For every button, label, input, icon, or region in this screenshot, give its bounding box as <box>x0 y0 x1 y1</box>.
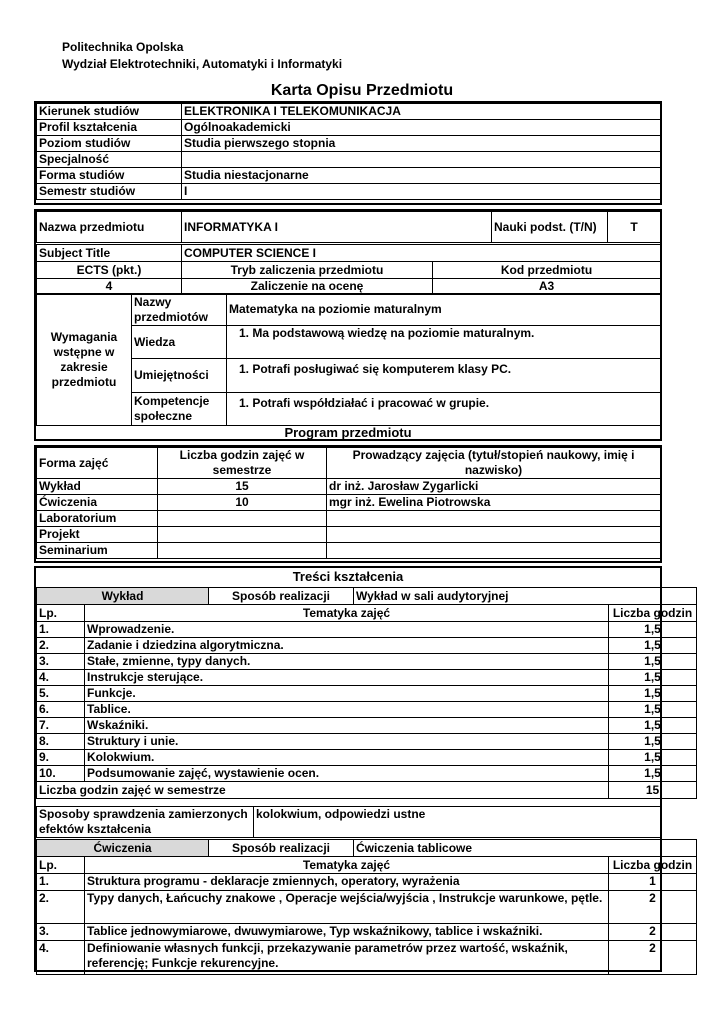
req-label-subjects: Nazwy przedmiotów <box>132 294 227 326</box>
study-row <box>37 120 661 136</box>
exercises-method-label: Sposób realizacji <box>209 840 354 857</box>
exercise-hours: 2 <box>609 941 697 975</box>
program-hours <box>158 527 327 543</box>
exercise-lp: 2. <box>37 891 85 924</box>
exercise-row <box>37 924 697 941</box>
req-label-skills: Umiejętności <box>132 359 227 393</box>
lecture-hours: 1,5 <box>609 766 697 782</box>
lecture-col-lp: Lp. <box>37 605 85 622</box>
study-row <box>37 168 661 184</box>
lecture-row <box>37 670 697 686</box>
lecture-row <box>37 638 697 654</box>
study-value: I <box>182 184 661 200</box>
lecture-hours: 1,5 <box>609 750 697 766</box>
req-value-subjects: Matematyka na poziomie maturalnym <box>227 294 661 326</box>
lecture-lp: 4. <box>37 670 85 686</box>
basic-sciences-label: Nauki podst. (T/N) <box>492 212 608 243</box>
exercise-lp: 1. <box>37 874 85 891</box>
lecture-total-label: Liczba godzin zajęć w semestrze <box>37 782 609 799</box>
requirements-label: Wymagania wstępne w zakresie przedmiotu <box>37 294 132 426</box>
exercise-lp: 3. <box>37 924 85 941</box>
lecture-hours: 1,5 <box>609 622 697 638</box>
lecture-row <box>37 654 697 670</box>
assessment-table <box>36 806 661 838</box>
lecture-hours: 1,5 <box>609 734 697 750</box>
program-col-teacher: Prowadzący zajęcia (tytuł/stopień naukowy, imię i nazwisko) <box>327 448 661 479</box>
exercise-row <box>37 874 697 891</box>
req-value-competences: 1. Potrafi współdziałać i pracować w grupie. <box>227 393 661 426</box>
lecture-topic: Kolokwium. <box>85 750 609 766</box>
lecture-total: 15 <box>609 782 697 799</box>
study-label: Poziom studiów <box>37 136 182 152</box>
lecture-topic: Funkcje. <box>85 686 609 702</box>
lecture-topic: Wprowadzenie. <box>85 622 609 638</box>
lecture-topic: Podsumowanie zajęć, wystawienie ocen. <box>85 766 609 782</box>
lecture-topic: Struktury i unie. <box>85 734 609 750</box>
subject-title-label: Subject Title <box>37 245 182 262</box>
study-value <box>182 152 661 168</box>
exercise-topic: Typy danych, Łańcuchy znakowe , Operacje wejścia/wyjścia , Instrukcje warunkowe, pętle. <box>85 891 609 924</box>
program-hours: 15 <box>158 479 327 495</box>
lecture-table <box>36 587 697 799</box>
exercise-row <box>37 941 697 975</box>
exercise-hours: 1 <box>609 874 697 891</box>
faculty-name: Wydział Elektrotechniki, Automatyki i Informatyki <box>62 57 343 71</box>
exercises-form: Ćwiczenia <box>37 840 209 857</box>
subject-name-label: Nazwa przedmiotu <box>37 212 182 243</box>
lecture-lp: 7. <box>37 718 85 734</box>
university-name: Politechnika Opolska <box>62 40 184 54</box>
req-value-skills: 1. Potrafi posługiwać się komputerem klasy PC. <box>227 359 661 393</box>
program-teacher <box>327 527 661 543</box>
exercise-topic: Struktura programu - deklaracje zmiennych, operatory, wyrażenia <box>85 874 609 891</box>
study-label: Forma studiów <box>37 168 182 184</box>
lecture-row <box>37 702 697 718</box>
req-label-knowledge: Wiedza <box>132 326 227 359</box>
lecture-row <box>37 622 697 638</box>
lecture-topic: Instrukcje sterujące. <box>85 670 609 686</box>
program-hours <box>158 511 327 527</box>
ects-label: ECTS (pkt.) <box>37 262 182 279</box>
study-row <box>37 184 661 200</box>
study-label: Specjalność <box>37 152 182 168</box>
lecture-method-label: Sposób realizacji <box>209 588 354 605</box>
program-hours <box>158 543 327 559</box>
exercise-hours: 2 <box>609 891 697 924</box>
exercises-col-lp: Lp. <box>37 857 85 874</box>
study-value: Studia pierwszego stopnia <box>182 136 661 152</box>
req-label-competences: Kompetencje społeczne <box>132 393 227 426</box>
study-row <box>37 104 661 120</box>
exercises-col-topic: Tematyka zajęć <box>85 857 609 874</box>
req-value-knowledge: 1. Ma podstawową wiedzę na poziomie maturalnym. <box>227 326 661 359</box>
lecture-topic: Wskaźniki. <box>85 718 609 734</box>
exercises-col-hours: Liczba godzin <box>609 857 697 874</box>
content-title: Treści kształcenia <box>292 569 404 584</box>
program-table <box>36 447 661 559</box>
exercises-table <box>36 839 697 975</box>
exercise-row <box>37 891 697 924</box>
lecture-hours: 1,5 <box>609 718 697 734</box>
lecture-row <box>37 766 697 782</box>
exercise-topic: Tablice jednowymiarowe, dwuwymiarowe, Typ wskaźnikowy, tablice i wskaźniki. <box>85 924 609 941</box>
program-teacher <box>327 511 661 527</box>
lecture-row <box>37 734 697 750</box>
requirements-table <box>36 293 661 426</box>
study-value: Studia niestacjonarne <box>182 168 661 184</box>
program-teacher <box>327 543 661 559</box>
mode-value: Zaliczenie na ocenę <box>182 279 433 295</box>
program-hours: 10 <box>158 495 327 511</box>
lecture-lp: 2. <box>37 638 85 654</box>
lecture-hours: 1,5 <box>609 686 697 702</box>
assessment-label: Sposoby sprawdzenia zamierzonych efektów kształcenia <box>37 807 254 838</box>
subject-name-value: INFORMATYKA I <box>182 212 492 243</box>
basic-sciences-value: T <box>608 212 661 243</box>
program-row <box>37 543 661 559</box>
lecture-topic: Tablice. <box>85 702 609 718</box>
ects-value: 4 <box>37 279 182 295</box>
lecture-row <box>37 750 697 766</box>
study-label: Semestr studiów <box>37 184 182 200</box>
assessment-value: kolokwium, odpowiedzi ustne <box>254 807 661 838</box>
subject-name-table <box>36 211 661 243</box>
subject-title-value: COMPUTER SCIENCE I <box>182 245 661 262</box>
lecture-col-hours: Liczba godzin <box>609 605 697 622</box>
study-table <box>36 103 661 200</box>
lecture-lp: 10. <box>37 766 85 782</box>
lecture-row <box>37 686 697 702</box>
lecture-lp: 3. <box>37 654 85 670</box>
lecture-col-topic: Tematyka zajęć <box>85 605 609 622</box>
program-form: Ćwiczenia <box>37 495 158 511</box>
program-col-hours: Liczba godzin zajęć w semestrze <box>158 448 327 479</box>
program-col-form: Forma zajęć <box>37 448 158 479</box>
lecture-hours: 1,5 <box>609 670 697 686</box>
program-form: Wykład <box>37 479 158 495</box>
exercises-method: Ćwiczenia tablicowe <box>354 840 697 857</box>
lecture-method: Wykład w sali audytoryjnej <box>354 588 697 605</box>
lecture-lp: 6. <box>37 702 85 718</box>
study-row <box>37 136 661 152</box>
study-value: Ogólnoakademicki <box>182 120 661 136</box>
exercise-hours: 2 <box>609 924 697 941</box>
program-title: Program przedmiotu <box>284 425 412 440</box>
lecture-hours: 1,5 <box>609 702 697 718</box>
lecture-lp: 5. <box>37 686 85 702</box>
program-teacher: dr inż. Jarosław Zygarlicki <box>327 479 661 495</box>
program-form: Laboratorium <box>37 511 158 527</box>
lecture-lp: 1. <box>37 622 85 638</box>
study-label: Kierunek studiów <box>37 104 182 120</box>
code-label: Kod przedmiotu <box>433 262 661 279</box>
lecture-form: Wykład <box>37 588 209 605</box>
page-title: Karta Opisu Przedmiotu <box>270 82 454 99</box>
code-value: A3 <box>433 279 661 295</box>
lecture-topic: Stałe, zmienne, typy danych. <box>85 654 609 670</box>
lecture-lp: 8. <box>37 734 85 750</box>
program-row <box>37 495 661 511</box>
lecture-row <box>37 718 697 734</box>
program-form: Seminarium <box>37 543 158 559</box>
program-row <box>37 511 661 527</box>
lecture-hours: 1,5 <box>609 654 697 670</box>
lecture-hours: 1,5 <box>609 638 697 654</box>
lecture-lp: 9. <box>37 750 85 766</box>
lecture-topic: Zadanie i dziedzina algorytmiczna. <box>85 638 609 654</box>
subject-title-table <box>36 244 661 295</box>
mode-label: Tryb zaliczenia przedmiotu <box>182 262 433 279</box>
study-label: Profil kształcenia <box>37 120 182 136</box>
exercise-topic: Definiowanie własnych funkcji, przekazywanie parametrów przez wartość, wskaźnik, referencję; Funkcje rekurencyjne. <box>85 941 609 975</box>
study-value: ELEKTRONIKA I TELEKOMUNIKACJA <box>182 104 661 120</box>
exercise-lp: 4. <box>37 941 85 975</box>
program-teacher: mgr inż. Ewelina Piotrowska <box>327 495 661 511</box>
study-row <box>37 152 661 168</box>
program-form: Projekt <box>37 527 158 543</box>
program-row <box>37 527 661 543</box>
program-row <box>37 479 661 495</box>
